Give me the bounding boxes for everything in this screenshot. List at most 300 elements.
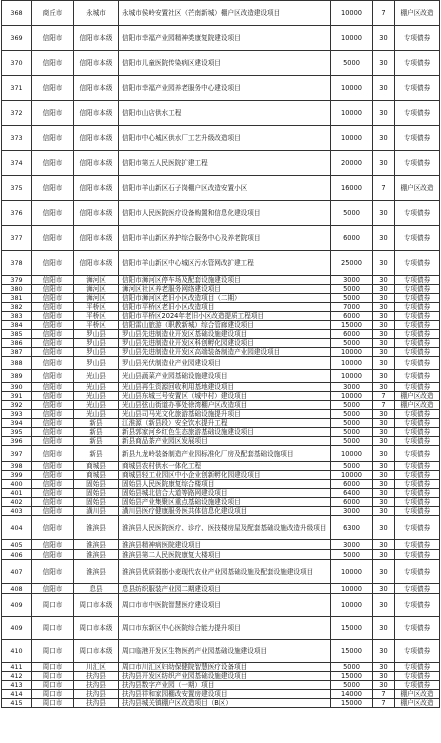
cell-project-name: 信阳市羊山新区中心城区污水管网改扩建工程 (119, 251, 331, 276)
cell-bond-type: 专项债券 (395, 76, 440, 101)
cell-bond-type: 专项债券 (395, 410, 440, 419)
cell-bond-type: 专项债券 (395, 594, 440, 617)
cell-term: 30 (373, 663, 395, 672)
cell-project-name: 江淮源（新县段）安全饮水提升工程 (119, 419, 331, 428)
cell-term: 7 (373, 1, 395, 26)
cell-term: 30 (373, 550, 395, 560)
cell-city: 信阳市 (32, 471, 74, 480)
cell-term: 30 (373, 101, 395, 126)
table-row (2, 76, 440, 101)
cell-amount: 6300 (331, 516, 373, 540)
cell-amount: 5000 (331, 550, 373, 560)
cell-project-name: 固始县人民医院康复综合楼项目 (119, 480, 331, 489)
cell-term: 30 (373, 321, 395, 330)
cell-bond-type: 专项债券 (395, 339, 440, 348)
cell-city: 信阳市 (32, 419, 74, 428)
table-row (2, 26, 440, 51)
cell-term: 30 (373, 428, 395, 437)
cell-term: 30 (373, 540, 395, 550)
cell-city: 信阳市 (32, 498, 74, 507)
cell-term: 30 (373, 151, 395, 176)
cell-term: 30 (373, 51, 395, 76)
table-row (2, 401, 440, 410)
cell-number: 384 (2, 321, 32, 330)
cell-project-name: 信阳市平桥区老旧小区改造项目 (119, 303, 331, 312)
cell-amount: 5000 (331, 410, 373, 419)
cell-bond-type: 专项债券 (395, 285, 440, 294)
table-row (2, 126, 440, 151)
cell-bond-type: 专项债券 (395, 471, 440, 480)
cell-county: 永城市 (74, 1, 119, 26)
cell-project-name: 商城县农村供水一体化工程 (119, 462, 331, 471)
cell-project-name: 新县九龙岭装备制造产业园标准化厂房及配套基础设施项目 (119, 446, 331, 462)
cell-amount: 10000 (331, 348, 373, 357)
table-row (2, 410, 440, 419)
cell-amount: 5000 (331, 51, 373, 76)
cell-project-name: 固始县产业集聚区重点基础设施建设项目 (119, 498, 331, 507)
cell-amount: 10000 (331, 26, 373, 51)
cell-county: 淮滨县 (74, 540, 119, 550)
cell-term: 30 (373, 303, 395, 312)
cell-bond-type: 专项债券 (395, 151, 440, 176)
cell-term: 30 (373, 76, 395, 101)
cell-term: 30 (373, 437, 395, 446)
cell-city: 信阳市 (32, 51, 74, 76)
cell-term: 30 (373, 201, 395, 226)
cell-amount: 6000 (331, 226, 373, 251)
cell-amount: 5000 (331, 285, 373, 294)
cell-county: 信阳市本级 (74, 176, 119, 201)
cell-county: 商城县 (74, 471, 119, 480)
cell-county: 罗山县 (74, 330, 119, 339)
cell-number: 409 (2, 594, 32, 617)
table-row (2, 672, 440, 681)
cell-bond-type: 专项债券 (395, 498, 440, 507)
cell-amount: 5000 (331, 419, 373, 428)
table-row (2, 560, 440, 584)
cell-amount: 6400 (331, 489, 373, 498)
cell-term: 30 (373, 276, 395, 285)
cell-amount: 10000 (331, 370, 373, 383)
table-row (2, 226, 440, 251)
cell-number: 373 (2, 126, 32, 151)
cell-bond-type: 专项债券 (395, 560, 440, 584)
cell-county: 扶沟县 (74, 690, 119, 699)
cell-number: 386 (2, 339, 32, 348)
cell-city: 信阳市 (32, 480, 74, 489)
table-row (2, 312, 440, 321)
table-row (2, 471, 440, 480)
table-row (2, 251, 440, 276)
cell-term: 30 (373, 285, 395, 294)
cell-bond-type: 专项债券 (395, 419, 440, 428)
cell-number: 387 (2, 348, 32, 357)
cell-project-name: 信阳雷山旅游（职教新城）综合管廊建设项目 (119, 321, 331, 330)
cell-bond-type: 专项债券 (395, 663, 440, 672)
cell-county: 息县 (74, 584, 119, 594)
cell-county: 商城县 (74, 462, 119, 471)
cell-amount: 5000 (331, 294, 373, 303)
cell-project-name: 罗山县光伏制造业产业园建设项目 (119, 357, 331, 370)
cell-amount: 10000 (331, 76, 373, 101)
cell-city: 信阳市 (32, 339, 74, 348)
table-row (2, 294, 440, 303)
cell-bond-type: 专项债券 (395, 489, 440, 498)
cell-bond-type: 专项债券 (395, 462, 440, 471)
cell-county: 信阳市本级 (74, 226, 119, 251)
table-row (2, 446, 440, 462)
cell-project-name: 光山县东城三号安置区（城中村）建设项目 (119, 392, 331, 401)
cell-project-name: 信阳市中心城区供水厂工艺升级改造项目 (119, 126, 331, 151)
cell-term: 7 (373, 699, 395, 708)
table-row (2, 617, 440, 640)
cell-county: 浉河区 (74, 285, 119, 294)
table-row (2, 663, 440, 672)
cell-city: 信阳市 (32, 370, 74, 383)
cell-amount: 20000 (331, 151, 373, 176)
cell-city: 信阳市 (32, 410, 74, 419)
cell-term: 30 (373, 471, 395, 480)
cell-number: 399 (2, 471, 32, 480)
cell-county: 信阳市本级 (74, 26, 119, 51)
cell-bond-type: 专项债券 (395, 303, 440, 312)
cell-number: 383 (2, 312, 32, 321)
cell-number: 396 (2, 437, 32, 446)
cell-city: 信阳市 (32, 26, 74, 51)
cell-number: 389 (2, 370, 32, 383)
cell-term: 30 (373, 462, 395, 471)
cell-bond-type: 专项债券 (395, 276, 440, 285)
cell-number: 370 (2, 51, 32, 76)
cell-bond-type: 专项债券 (395, 681, 440, 690)
cell-bond-type: 棚户区改造 (395, 1, 440, 26)
cell-number: 402 (2, 498, 32, 507)
cell-city: 信阳市 (32, 312, 74, 321)
cell-project-name: 信阳市人民医院医疗设备购置和信息化建设项目 (119, 201, 331, 226)
cell-city: 信阳市 (32, 446, 74, 462)
cell-city: 信阳市 (32, 151, 74, 176)
table-row (2, 489, 440, 498)
table-row (2, 690, 440, 699)
cell-number: 380 (2, 285, 32, 294)
cell-term: 30 (373, 480, 395, 489)
cell-city: 信阳市 (32, 285, 74, 294)
cell-bond-type: 棚户区改造 (395, 699, 440, 708)
cell-county: 扶沟县 (74, 672, 119, 681)
table-row (2, 640, 440, 663)
cell-city: 周口市 (32, 672, 74, 681)
cell-amount: 10000 (331, 1, 373, 26)
cell-project-name: 周口市市中医院智慧医疗建设项目 (119, 594, 331, 617)
cell-county: 信阳市本级 (74, 76, 119, 101)
cell-term: 30 (373, 594, 395, 617)
cell-amount: 6000 (331, 330, 373, 339)
cell-bond-type: 棚户区改造 (395, 401, 440, 410)
cell-city: 周口市 (32, 690, 74, 699)
cell-amount: 3000 (331, 383, 373, 392)
cell-term: 30 (373, 584, 395, 594)
cell-bond-type: 专项债券 (395, 51, 440, 76)
cell-county: 浉河区 (74, 294, 119, 303)
cell-term: 30 (373, 681, 395, 690)
cell-city: 信阳市 (32, 348, 74, 357)
cell-term: 7 (373, 690, 395, 699)
cell-city: 信阳市 (32, 330, 74, 339)
cell-number: 372 (2, 101, 32, 126)
cell-term: 30 (373, 312, 395, 321)
cell-term: 30 (373, 251, 395, 276)
cell-term: 30 (373, 357, 395, 370)
cell-county: 淮滨县 (74, 560, 119, 584)
cell-amount: 10000 (331, 584, 373, 594)
cell-amount: 3000 (331, 507, 373, 516)
cell-city: 信阳市 (32, 176, 74, 201)
table-row (2, 584, 440, 594)
cell-number: 406 (2, 550, 32, 560)
cell-term: 7 (373, 401, 395, 410)
cell-amount: 10000 (331, 560, 373, 584)
cell-county: 罗山县 (74, 348, 119, 357)
cell-number: 388 (2, 357, 32, 370)
cell-number: 414 (2, 690, 32, 699)
cell-project-name: 信阳市幸福产业园精神类康复院建设项目 (119, 26, 331, 51)
cell-county: 淮滨县 (74, 550, 119, 560)
cell-number: 413 (2, 681, 32, 690)
cell-term: 30 (373, 26, 395, 51)
cell-county: 固始县 (74, 489, 119, 498)
cell-city: 信阳市 (32, 321, 74, 330)
cell-number: 381 (2, 294, 32, 303)
cell-city: 信阳市 (32, 584, 74, 594)
cell-amount: 5000 (331, 462, 373, 471)
table-row (2, 370, 440, 383)
cell-city: 信阳市 (32, 516, 74, 540)
cell-amount: 16000 (331, 176, 373, 201)
cell-city: 信阳市 (32, 540, 74, 550)
cell-bond-type: 专项债券 (395, 672, 440, 681)
table-row (2, 699, 440, 708)
cell-amount: 6000 (331, 480, 373, 489)
cell-term: 30 (373, 419, 395, 428)
cell-amount: 10000 (331, 446, 373, 462)
cell-city: 信阳市 (32, 251, 74, 276)
cell-project-name: 新县商品茶产业园区发展项目 (119, 437, 331, 446)
cell-project-name: 信阳市幸福产业园养老服务中心建设项目 (119, 76, 331, 101)
table-row (2, 516, 440, 540)
cell-project-name: 光山县再生资源回收利用基地建设项目 (119, 383, 331, 392)
cell-county: 新县 (74, 419, 119, 428)
cell-number: 404 (2, 516, 32, 540)
cell-number: 395 (2, 428, 32, 437)
cell-bond-type: 专项债券 (395, 507, 440, 516)
table-row (2, 681, 440, 690)
table-row (2, 276, 440, 285)
cell-county: 周口市本级 (74, 594, 119, 617)
cell-project-name: 扶沟县祥和家园棚改安置房建设项目 (119, 690, 331, 699)
cell-city: 周口市 (32, 699, 74, 708)
cell-city: 信阳市 (32, 437, 74, 446)
cell-city: 信阳市 (32, 303, 74, 312)
cell-amount: 6000 (331, 312, 373, 321)
cell-term: 30 (373, 516, 395, 540)
cell-bond-type: 专项债券 (395, 26, 440, 51)
cell-number: 390 (2, 383, 32, 392)
cell-bond-type: 专项债券 (395, 330, 440, 339)
table-row (2, 507, 440, 516)
cell-project-name: 淮滨县第二人民医院康复大楼项目 (119, 550, 331, 560)
cell-city: 信阳市 (32, 428, 74, 437)
cell-city: 周口市 (32, 663, 74, 672)
cell-county: 川汇区 (74, 663, 119, 672)
cell-amount: 15000 (331, 321, 373, 330)
cell-county: 扶沟县 (74, 699, 119, 708)
cell-bond-type: 棚户区改造 (395, 176, 440, 201)
cell-amount: 5000 (331, 663, 373, 672)
cell-project-name: 新县郭家河乡红色生态旅游基础设施建设项目 (119, 428, 331, 437)
cell-county: 新县 (74, 428, 119, 437)
cell-project-name: 周口市川汇区妇幼保健院智慧医疗设备项目 (119, 663, 331, 672)
cell-city: 周口市 (32, 681, 74, 690)
cell-amount: 5000 (331, 401, 373, 410)
cell-county: 平桥区 (74, 321, 119, 330)
cell-city: 周口市 (32, 594, 74, 617)
cell-number: 398 (2, 462, 32, 471)
project-table (1, 0, 440, 708)
cell-county: 信阳市本级 (74, 201, 119, 226)
cell-project-name: 信阳市第五人民医院扩建工程 (119, 151, 331, 176)
cell-term: 7 (373, 176, 395, 201)
cell-bond-type: 专项债券 (395, 617, 440, 640)
table-row (2, 321, 440, 330)
cell-number: 409 (2, 617, 32, 640)
cell-amount: 10000 (331, 471, 373, 480)
table-row (2, 498, 440, 507)
table-row (2, 383, 440, 392)
cell-county: 平桥区 (74, 303, 119, 312)
cell-city: 信阳市 (32, 507, 74, 516)
cell-amount: 15000 (331, 640, 373, 663)
table-row (2, 462, 440, 471)
cell-project-name: 周口临港开发区生物医药产业园基础设施建设项目 (119, 640, 331, 663)
cell-project-name: 光山县弦山街道办事处徐湾棚户区改造项目 (119, 401, 331, 410)
cell-term: 30 (373, 446, 395, 462)
cell-city: 信阳市 (32, 462, 74, 471)
cell-county: 信阳市本级 (74, 126, 119, 151)
cell-project-name: 息县纺织服装产业园二期建设项目 (119, 584, 331, 594)
cell-number: 403 (2, 507, 32, 516)
cell-number: 415 (2, 699, 32, 708)
cell-county: 信阳市本级 (74, 151, 119, 176)
table-row (2, 51, 440, 76)
cell-number: 374 (2, 151, 32, 176)
cell-number: 369 (2, 26, 32, 51)
cell-number: 401 (2, 489, 32, 498)
cell-number: 400 (2, 480, 32, 489)
cell-county: 信阳市本级 (74, 51, 119, 76)
cell-city: 商丘市 (32, 1, 74, 26)
cell-project-name: 光山县司马光文化旅游基础设施提升项目 (119, 410, 331, 419)
cell-city: 信阳市 (32, 560, 74, 584)
cell-number: 368 (2, 1, 32, 26)
table-row (2, 428, 440, 437)
cell-county: 浉河区 (74, 276, 119, 285)
cell-bond-type: 专项债券 (395, 126, 440, 151)
cell-city: 周口市 (32, 640, 74, 663)
cell-project-name: 扶沟县数字产业园（一期）项目 (119, 681, 331, 690)
cell-project-name: 商城县轻工业园区中小企业创新孵化园建设项目 (119, 471, 331, 480)
cell-project-name: 淮滨县优质弱筋小麦现代农业产业园基础设施及配套设施建设项目 (119, 560, 331, 584)
cell-county: 光山县 (74, 383, 119, 392)
cell-number: 378 (2, 251, 32, 276)
cell-bond-type: 专项债券 (395, 428, 440, 437)
cell-term: 30 (373, 410, 395, 419)
cell-bond-type: 专项债券 (395, 201, 440, 226)
cell-term: 30 (373, 489, 395, 498)
cell-number: 408 (2, 584, 32, 594)
cell-amount: 5000 (331, 437, 373, 446)
cell-county: 固始县 (74, 480, 119, 489)
cell-amount: 3000 (331, 276, 373, 285)
cell-term: 30 (373, 348, 395, 357)
cell-number: 412 (2, 672, 32, 681)
cell-number: 382 (2, 303, 32, 312)
cell-term: 30 (373, 226, 395, 251)
table-row (2, 437, 440, 446)
cell-bond-type: 专项债券 (395, 348, 440, 357)
cell-bond-type: 专项债券 (395, 446, 440, 462)
cell-bond-type: 专项债券 (395, 251, 440, 276)
cell-county: 平桥区 (74, 312, 119, 321)
table-body (2, 1, 440, 708)
cell-number: 394 (2, 419, 32, 428)
cell-county: 光山县 (74, 401, 119, 410)
cell-term: 30 (373, 560, 395, 584)
cell-project-name: 淮滨县人民医院医疗、诊疗、医技楼房屋及配套基础设施改造升级项目 (119, 516, 331, 540)
cell-county: 新县 (74, 437, 119, 446)
cell-number: 392 (2, 401, 32, 410)
cell-county: 信阳市本级 (74, 101, 119, 126)
cell-city: 信阳市 (32, 101, 74, 126)
cell-number: 397 (2, 446, 32, 462)
cell-term: 30 (373, 640, 395, 663)
cell-term: 30 (373, 126, 395, 151)
cell-number: 376 (2, 201, 32, 226)
cell-county: 固始县 (74, 498, 119, 507)
cell-amount: 25000 (331, 251, 373, 276)
cell-term: 30 (373, 370, 395, 383)
table-row (2, 480, 440, 489)
cell-term: 30 (373, 617, 395, 640)
cell-amount: 15000 (331, 672, 373, 681)
table-row (2, 348, 440, 357)
cell-amount: 5000 (331, 428, 373, 437)
cell-project-name: 周口市东新区中心医院综合能力提升项目 (119, 617, 331, 640)
cell-county: 光山县 (74, 410, 119, 419)
table-row (2, 339, 440, 348)
cell-project-name: 浉河区社区养老服务网络建设项目 (119, 285, 331, 294)
table-row (2, 550, 440, 560)
cell-county: 信阳市本级 (74, 251, 119, 276)
cell-term: 30 (373, 383, 395, 392)
cell-bond-type: 专项债券 (395, 226, 440, 251)
cell-bond-type: 棚户区改造 (395, 392, 440, 401)
cell-number: 391 (2, 392, 32, 401)
cell-bond-type: 专项债券 (395, 383, 440, 392)
cell-city: 信阳市 (32, 401, 74, 410)
cell-amount: 5000 (331, 201, 373, 226)
cell-city: 信阳市 (32, 76, 74, 101)
cell-amount: 10000 (331, 101, 373, 126)
